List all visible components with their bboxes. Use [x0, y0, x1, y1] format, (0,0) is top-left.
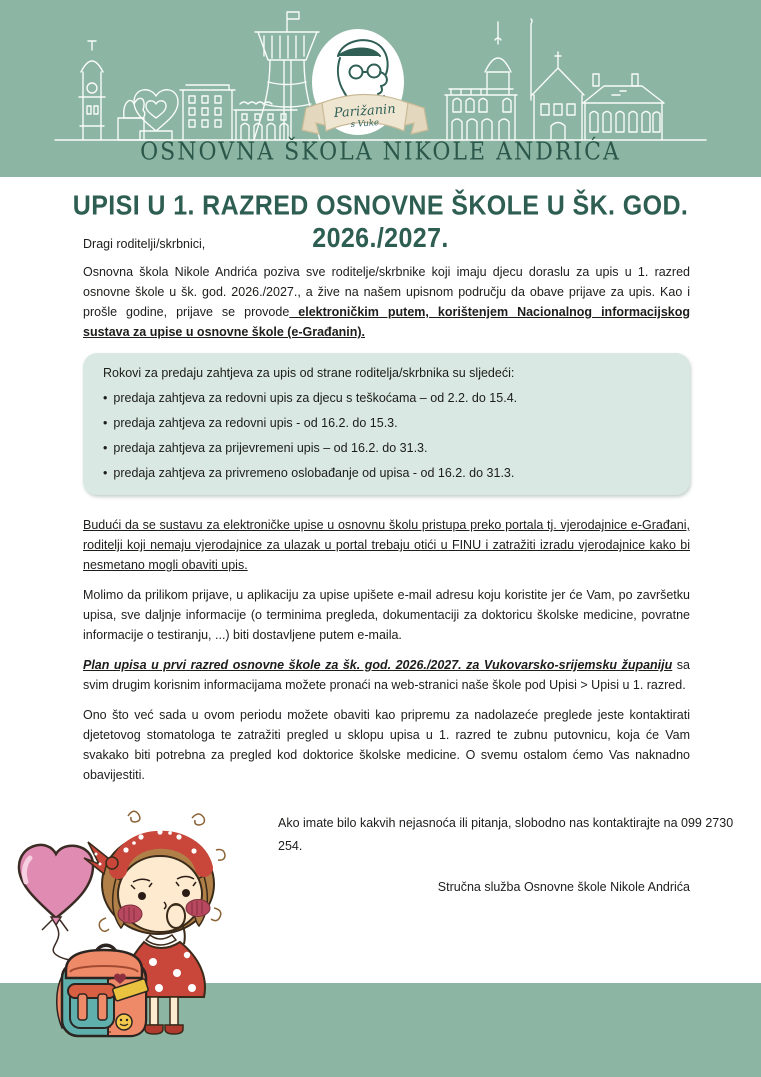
- paragraph-intro-text: Osnovna škola Nikole Andrića poziva sve roditelje/skrbnike koji imaju djecu doraslu za upis u 1. razred osnovne škole u šk. god. 2026./2027., a žive na našem upisnom području da obave prijave za upis. Kao i prošle godine, prijave se provode: [83, 265, 690, 319]
- salutation: Dragi roditelji/skrbnici,: [83, 237, 206, 251]
- school-logo-portrait: [300, 22, 430, 154]
- deadlines-list: [103, 390, 670, 481]
- paragraph-intro-emphasis: elektroničkim putem, korištenjem Nacionalnog informacijskog sustava za upise u osnovne škole (e-Građanin).: [83, 305, 690, 339]
- deadline-item-text: predaja zahtjeva za redovni upis za djecu s teškoćama – od 2.2. do 15.4.: [113, 391, 518, 405]
- logo-banner-text-line2: s Vuke: [350, 118, 380, 130]
- signature: Stručna služba Osnovne škole Nikole Andrića: [437, 880, 690, 894]
- deadline-item: [103, 390, 670, 406]
- paragraph-plan: [83, 655, 690, 695]
- deadline-item-text: predaja zahtjeva za redovni upis - od 16.2. do 15.3.: [113, 416, 398, 430]
- deadline-item: [103, 465, 670, 481]
- paragraph-credentials: [83, 515, 690, 575]
- document-body: [83, 234, 690, 795]
- deadlines-intro: Rokovi za predaju zahtjeva za upis od strane roditelja/skrbnika su sljedeći:: [103, 366, 515, 380]
- deadline-item-text: predaja zahtjeva za privremeno oslobađanje od upisa - od 16.2. do 31.3.: [113, 466, 515, 480]
- paragraph-email: Molimo da prilikom prijave, u aplikaciju za upise upišete e-mail adresu koju koristite jer će Vam, po završetku upisa, sve daljnje informacije (o terminima pregleda, dokumentaciji za doktoricu školske medicine, povratne informacije o testiranju, ...) biti dostavljene putem e-maila.: [83, 588, 690, 642]
- logo-banner-text-line1: Parižanin: [333, 101, 397, 122]
- paragraph-credentials-text: Budući da se sustavu za elektroničke upise u osnovnu školu pristupa preko portala tj. vjerodajnice e-Građani, roditelji koji nemaju vjerodajnice za ulazak u portal trebaju otići u FINU i zatražiti izradu vjerodajnice kako bi nesmetano mogli obaviti upis.: [83, 518, 690, 572]
- bullet-glyph: •: [103, 391, 108, 405]
- deadline-item-text: predaja zahtjeva za prijevremeni upis – od 16.2. do 31.3.: [113, 441, 428, 455]
- deadline-item: [103, 415, 670, 431]
- paragraph-intro: [83, 262, 690, 342]
- bullet-glyph: •: [103, 416, 108, 430]
- paragraph-plan-emphasis: Plan upisa u prvi razred osnovne škole za šk. god. 2026./2027. za Vukovarsko-srijemsku županiju: [83, 658, 673, 672]
- bullet-glyph: •: [103, 441, 108, 455]
- girl-with-balloon-illustration: [8, 792, 248, 1042]
- bullet-glyph: •: [103, 466, 108, 480]
- contact-info: Ako imate bilo kakvih nejasnoća ili pitanja, slobodno nas kontaktirajte na 099 2730 254.: [278, 816, 734, 853]
- paragraph-dentist: Ono što već sada u ovom periodu možete obaviti kao pripremu za nadolazeće preglede jeste kontaktirati djetetovog stomatologa te zatražiti pregled u sklopu upisa u 1. razred te zubnu putovnicu, koja će Vam svakako biti potrebna za pregled kod doktorice školske medicine. O svemu ostalom ćemo Vas naknadno obavijestiti.: [83, 708, 690, 782]
- page-title: UPISI U 1. RAZRED OSNOVNE ŠKOLE U ŠK. GOD. 2026./2027.: [72, 190, 689, 254]
- deadline-item: [103, 440, 670, 456]
- deadlines-box: [83, 353, 690, 495]
- school-name: OSNOVNA ŠKOLA NIKOLE ANDRIĆA: [140, 138, 621, 166]
- paragraph-plan-rest: sa svim drugim korisnim informacijama možete pronaći na web-stranici naše škole pod Upisi > Upisi u 1. razred.: [83, 658, 690, 692]
